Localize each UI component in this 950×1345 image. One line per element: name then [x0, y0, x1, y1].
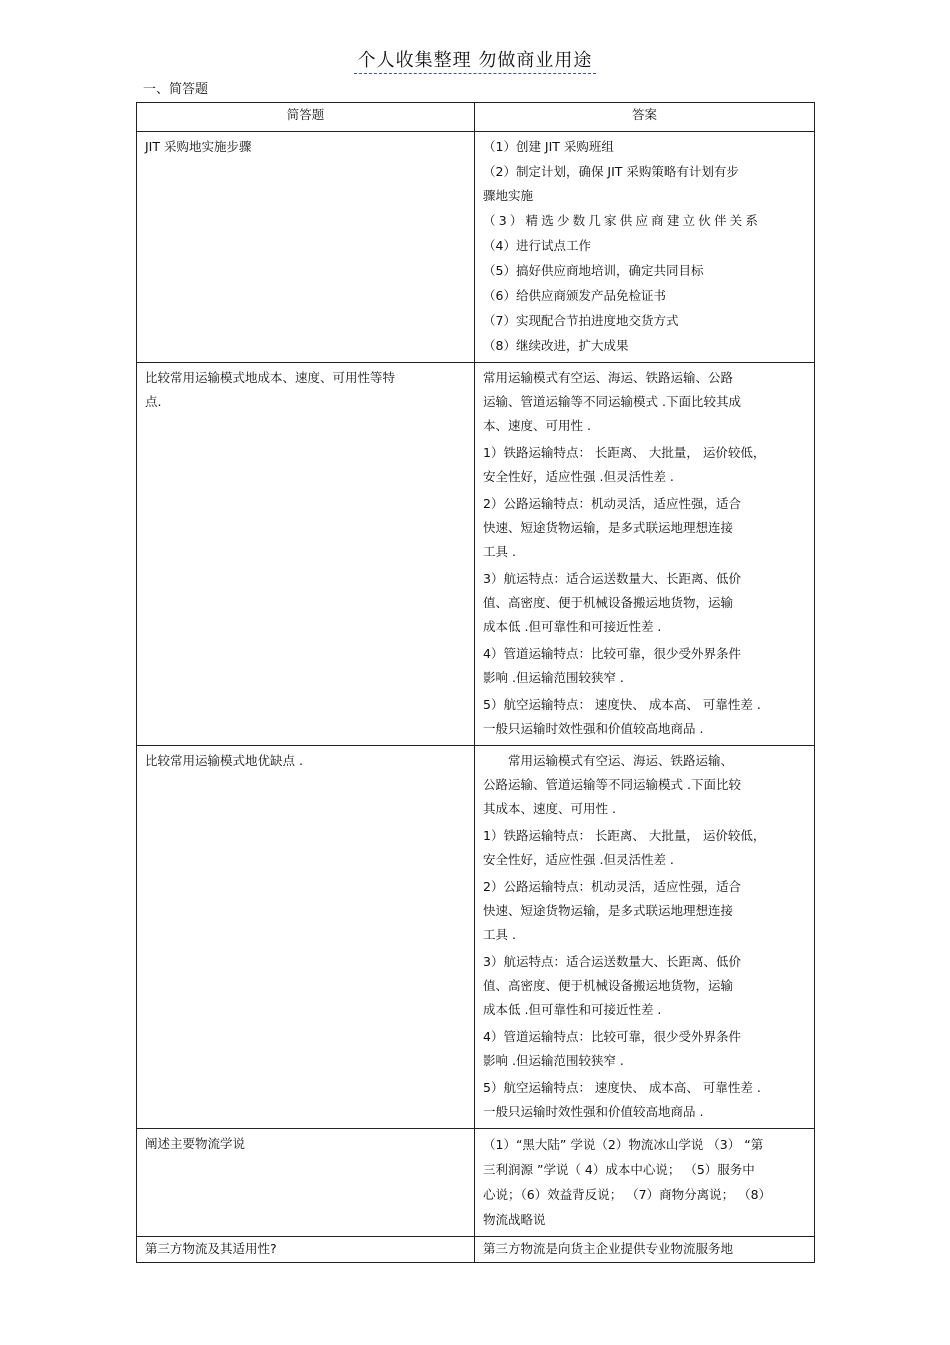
table-row: [137, 1129, 815, 1237]
table-row: [137, 746, 815, 1129]
answer-paragraph: 4）管道运输特点：比较可靠，很少受外界条件 影响 .但运输范围较狭窄 .: [483, 1029, 741, 1068]
answer-paragraph: （3）精选少数几家供应商建立伙伴关系: [483, 213, 762, 228]
answer-paragraph: 常用运输模式有空运、海运、铁路运输、 公路运输、管道运输等不同运输模式 .下面比较 其成本、速度、可用性 .: [483, 753, 741, 816]
header-title: 个人收集整理 勿做商业用途: [354, 50, 597, 74]
answer-cell: [475, 1237, 815, 1263]
table-header-row: [137, 103, 815, 132]
answer-paragraph: （6）给供应商颁发产品免检证书: [483, 288, 666, 303]
answer-paragraph: 5）航空运输特点： 速度快、 成本高、 可靠性差 . 一般只运输时效性强和价值较高地商品 .: [483, 1080, 761, 1119]
answer-paragraph: 2）公路运输特点：机动灵活，适应性强，适合 快速、短途货物运输，是多式联运地理想连接 工具 .: [483, 496, 741, 559]
answer-paragraph: 2）公路运输特点：机动灵活，适应性强，适合 快速、短途货物运输，是多式联运地理想连接 工具 .: [483, 879, 741, 942]
answer-paragraph: 第三方物流是向货主企业提供专业物流服务地: [483, 1241, 734, 1256]
answer-paragraph: 3）航运特点：适合运送数量大、长距离、低价 值、高密度、便于机械设备搬运地货物，运输 成本低 .但可靠性和可接近性差 .: [483, 571, 741, 634]
table-row: [137, 132, 815, 363]
question-text: 比较常用运输模式地成本、速度、可用性等特 点.: [145, 370, 396, 409]
question-text: 第三方物流及其适用性?: [145, 1241, 277, 1256]
answer-paragraph: 5）航空运输特点： 速度快、 成本高、 可靠性差 . 一般只运输时效性强和价值较高地商品 .: [483, 697, 761, 736]
answer-paragraph: （2）制定计划，确保 JIT 采购策略有计划有步 骤地实施: [483, 164, 739, 203]
table-row: [137, 1237, 815, 1263]
answer-paragraph: （8）继续改进，扩大成果: [483, 338, 629, 353]
answer-paragraph: （4）进行试点工作: [483, 238, 591, 253]
question-cell: [137, 363, 475, 746]
section-title: 一、简答题: [143, 82, 209, 97]
answer-paragraph: （5）搞好供应商地培训，确定共同目标: [483, 263, 704, 278]
question-cell: [137, 132, 475, 363]
answer-paragraph: （7）实现配合节拍进度地交货方式: [483, 313, 679, 328]
answer-cell: [475, 363, 815, 746]
answer-cell: [475, 1129, 815, 1237]
qa-table: [136, 102, 815, 1263]
question-text: JIT 采购地实施步骤: [145, 139, 252, 154]
table-row: [137, 363, 815, 746]
question-text: 阐述主要物流学说: [145, 1136, 246, 1151]
answer-cell: [475, 132, 815, 363]
answer-cell: [475, 746, 815, 1129]
answer-paragraph: 1）铁路运输特点： 长距离、 大批量， 运价较低， 安全性好，适应性强 .但灵活性差 .: [483, 828, 766, 867]
answer-paragraph: 4）管道运输特点：比较可靠，很少受外界条件 影响 .但运输范围较狭窄 .: [483, 646, 741, 685]
answer-paragraph: 1）铁路运输特点： 长距离、 大批量， 运价较低， 安全性好，适应性强 .但灵活性差 .: [483, 445, 766, 484]
document-header: [0, 46, 950, 72]
question-text: 比较常用运输模式地优缺点 .: [145, 753, 303, 768]
header-answer: 答案: [475, 103, 815, 132]
answer-paragraph: 3）航运特点：适合运送数量大、长距离、低价 值、高密度、便于机械设备搬运地货物，运输 成本低 .但可靠性和可接近性差 .: [483, 954, 741, 1017]
question-cell: [137, 1129, 475, 1237]
header-question: 简答题: [137, 103, 475, 132]
answer-paragraph: （1）“黑大陆” 学说（2）物流冰山学说 （3） “第 三利润源 ”学说（ 4）成本中心说； （5）服务中 心说；（6）效益背反说； （7）商物分离说； （8） 物流战略说: [483, 1137, 772, 1227]
question-cell: [137, 1237, 475, 1263]
answer-paragraph: 常用运输模式有空运、海运、铁路运输、公路 运输、管道运输等不同运输模式 .下面比较其成 本、速度、可用性 .: [483, 370, 741, 433]
answer-paragraph: （1）创建 JIT 采购班组: [483, 139, 614, 154]
question-cell: [137, 746, 475, 1129]
